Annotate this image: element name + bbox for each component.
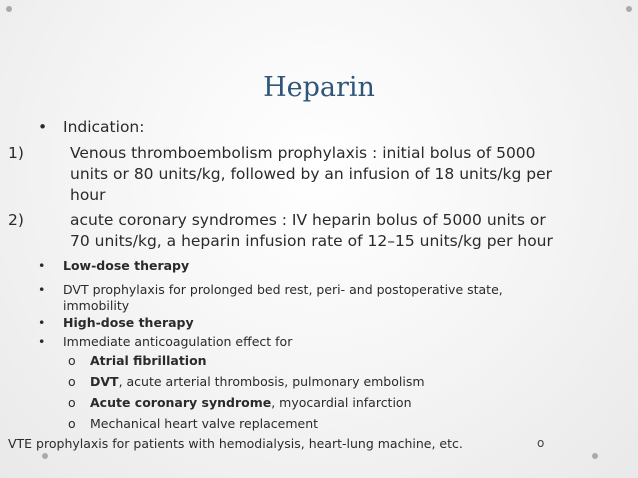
item-1-line-3: hour bbox=[70, 186, 106, 204]
vte-footer-text: VTE prophylaxis for patients with hemodialysis, heart-lung machine, etc. bbox=[8, 436, 463, 451]
bullet-dvt-text-line-1: DVT prophylaxis for prolonged bed rest, peri- and postoperative state, bbox=[63, 282, 503, 297]
corner-dot-top-right bbox=[626, 6, 632, 12]
subitem-bold: Acute coronary syndrome bbox=[90, 395, 272, 410]
bullet-mark: • bbox=[38, 282, 46, 297]
slide-title: Heparin bbox=[263, 72, 375, 103]
corner-dot-top-left bbox=[6, 6, 12, 12]
indication-bullet: • bbox=[38, 118, 48, 136]
sub-bullet-mark: o bbox=[68, 395, 76, 410]
bullet-low-dose-text: Low-dose therapy bbox=[63, 258, 190, 273]
item-1-line-2: units or 80 units/kg, followed by an infusion of 18 units/kg per bbox=[70, 165, 553, 183]
sub-bullet-mark: o bbox=[68, 374, 76, 389]
sub-bullet-mark: o bbox=[68, 416, 76, 431]
bullet-immediate-text: Immediate anticoagulation effect for bbox=[63, 334, 293, 349]
footer-sub-bullet-mark: o bbox=[537, 436, 545, 450]
bullet-mark: • bbox=[38, 315, 46, 330]
sub-bullet-mark: o bbox=[68, 353, 76, 368]
item-1-line-1: Venous thromboembolism prophylaxis : initial bolus of 5000 bbox=[70, 144, 536, 162]
item-1-number: 1) bbox=[8, 144, 24, 162]
item-2-number: 2) bbox=[8, 211, 24, 229]
subitem-bold: DVT bbox=[90, 374, 119, 389]
corner-dot-bottom-left bbox=[42, 453, 48, 459]
subitem-rest: , myocardial infarction bbox=[271, 395, 412, 410]
indication-label: Indication: bbox=[63, 118, 145, 136]
bullet-high-dose-text: High-dose therapy bbox=[63, 315, 194, 330]
corner-dot-bottom-right bbox=[592, 453, 598, 459]
bullet-dvt-text-line-2: immobility bbox=[63, 298, 130, 313]
subitem-bold: Atrial fibrillation bbox=[90, 353, 207, 368]
bullet-mark: • bbox=[38, 334, 46, 349]
item-2-line-1: acute coronary syndromes : IV heparin bolus of 5000 units or bbox=[70, 211, 546, 229]
item-2-line-2: 70 units/kg, a heparin infusion rate of 12–15 units/kg per hour bbox=[70, 232, 553, 250]
bullet-mark: • bbox=[38, 258, 46, 273]
subitem-rest: , acute arterial thrombosis, pulmonary embolism bbox=[118, 374, 425, 389]
subitem-rest: Mechanical heart valve replacement bbox=[90, 416, 319, 431]
